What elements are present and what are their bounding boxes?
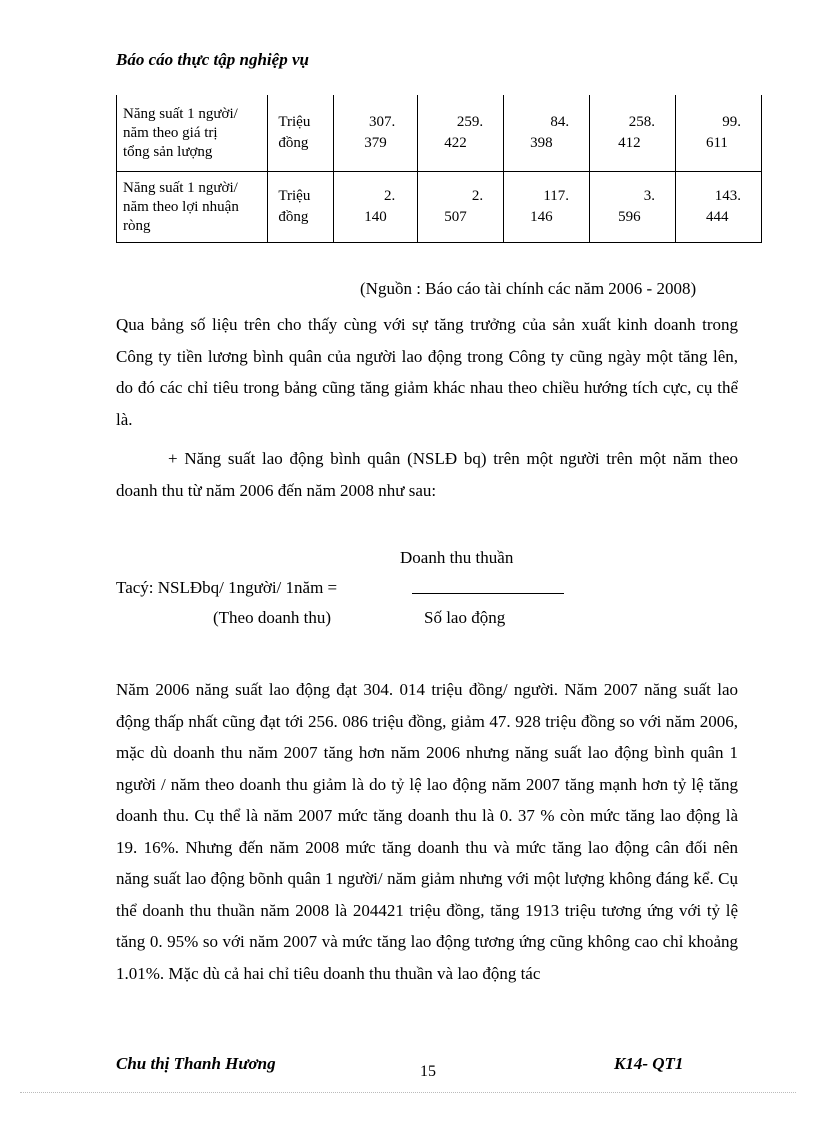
value-frac: 379 — [364, 135, 387, 151]
table-row — [117, 172, 762, 243]
paragraph-productivity — [116, 443, 738, 506]
row-label-line: Năng suất 1 người/ — [123, 105, 238, 122]
value-frac: 140 — [364, 209, 387, 225]
value-cell — [504, 95, 590, 172]
paragraph-productivity-text: + Năng suất lao động bình quân (NSLĐ bq) trên một người trên một năm theo doanh thu từ năm 2006 đến năm 2008 như sau: — [116, 449, 738, 500]
value-cell — [504, 172, 590, 243]
value-int: 143. — [714, 188, 741, 204]
paragraph-intro: Qua bảng số liệu trên cho thấy cùng với sự tăng trưởng của sản xuất kinh doanh trong Công ty tiền lương bình quân của người lao động trong Công ty cũng ngày một tăng lên, do đó các chỉ tiêu trong bảng cũng tăng giảm khác nhau theo chiều hướng tích cực, cụ thể là. — [116, 315, 738, 429]
paragraph-analysis: Năm 2006 năng suất lao động đạt 304. 014 triệu đồng/ người. Năm 2007 năng suất lao động thấp nhất cũng đạt tới 256. 086 triệu đồng, giảm 47. 928 triệu đồng so với năm 2006, mặc dù doanh thu năm 2007 tăng hơn năm 2006 nhưng năng suất lao động bình quân 1 người / năm theo doanh thu giảm là do tỷ lệ lao động năm 2007 tăng mạnh hơn tỷ lệ tăng doanh thu. Cụ thể là năm 2007 mức tăng doanh thu là 0. 37 % còn mức tăng lao động là 19. 16%. Nhưng đến năm 2008 mức tăng doanh thu và mức tăng lao động cân đối nên năng suất lao động bõnh quân 1 người/ năm giảm nhưng với một lượng không đáng kể. Cụ thể doanh thu thuần năm 2008 là 204421 triệu đồng, tăng 1913 triệu tương ứng với tỷ lệ tăng 0. 95% so với năm 2007 và mức tăng lao động tương ứng cũng không cao chỉ khoảng 1.01%. Mặc dù cả hai chỉ tiêu doanh thu thuần và lao động tác — [116, 680, 738, 983]
row-unit — [268, 172, 334, 243]
footer-class: K14- QT1 — [614, 1054, 684, 1073]
value-int: 258. — [628, 114, 655, 130]
table-row — [117, 95, 762, 172]
row-label-line: ròng — [123, 217, 151, 234]
formula-left: Tacý: NSLĐbq/ 1người/ 1năm = — [116, 578, 338, 597]
value-int: 259. — [456, 114, 484, 130]
unit-line: đồng — [278, 135, 309, 151]
value-cell — [418, 95, 504, 172]
footer-author: Chu thị Thanh Hương — [116, 1054, 276, 1073]
table-source: (Nguồn : Báo cáo tài chính các năm 2006 - 2008) — [360, 279, 697, 298]
value-frac: 611 — [705, 135, 728, 151]
value-cell — [590, 95, 676, 172]
value-frac: 422 — [444, 135, 467, 151]
value-int: 84. — [550, 114, 570, 130]
row-unit — [268, 95, 334, 172]
row-label-line: Năng suất 1 người/ — [123, 179, 238, 196]
value-int: 99. — [722, 114, 741, 130]
value-frac: 398 — [530, 135, 553, 151]
row-label — [117, 172, 268, 243]
formula-numerator: Doanh thu thuần — [400, 548, 514, 567]
value-frac: 412 — [618, 135, 641, 151]
value-cell — [418, 172, 504, 243]
value-cell — [675, 95, 761, 172]
row-label-line: năm theo giá trị — [123, 124, 218, 141]
value-frac: 444 — [705, 209, 729, 225]
page-divider — [20, 1092, 796, 1093]
formula-subscript: (Theo doanh thu) — [213, 608, 332, 627]
row-label-line: tổng sản lượng — [123, 143, 213, 160]
value-int: 117. — [543, 188, 570, 204]
unit-line: Triệu — [278, 114, 311, 130]
fraction-line — [412, 593, 564, 594]
productivity-table — [116, 95, 762, 243]
page-number: 15 — [420, 1063, 436, 1080]
value-cell — [675, 172, 761, 243]
page-header: Báo cáo thực tập nghiệp vụ — [116, 50, 309, 69]
value-cell — [334, 172, 418, 243]
value-int: 2. — [384, 188, 396, 204]
value-cell — [590, 172, 676, 243]
value-cell — [334, 95, 418, 172]
value-int: 307. — [369, 114, 396, 130]
value-int: 3. — [643, 188, 655, 204]
formula-denominator: Số lao động — [424, 608, 506, 627]
value-frac: 596 — [618, 209, 641, 225]
value-frac: 507 — [444, 209, 467, 225]
row-label — [117, 95, 268, 172]
row-label-line: năm theo lợi nhuận — [123, 198, 239, 215]
unit-line: Triệu — [278, 188, 311, 204]
value-frac: 146 — [530, 209, 553, 225]
unit-line: đồng — [278, 209, 309, 225]
value-int: 2. — [471, 188, 484, 204]
